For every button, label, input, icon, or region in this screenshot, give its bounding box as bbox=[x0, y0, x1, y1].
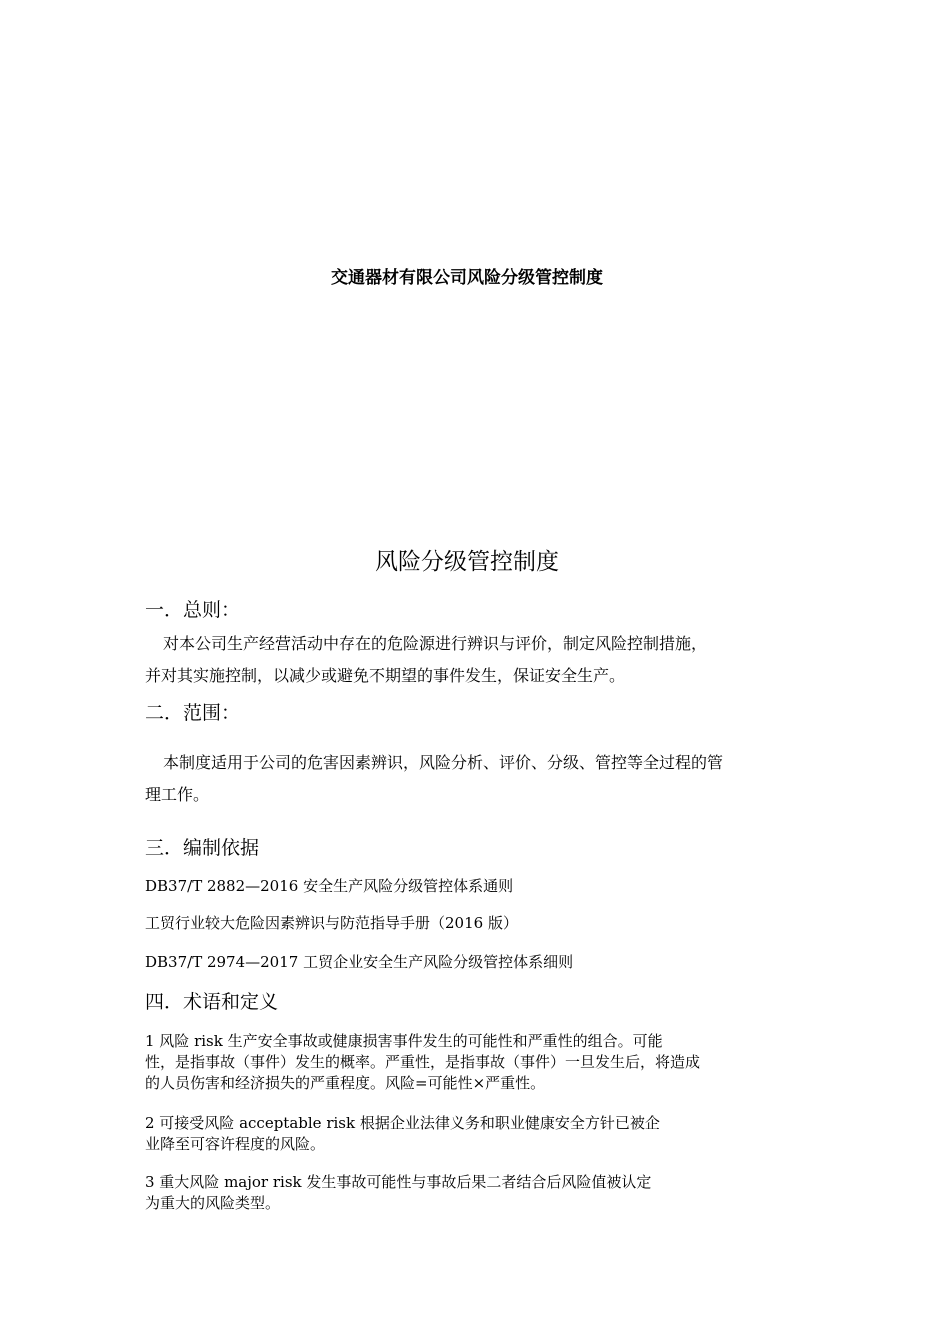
reference-item: DB37/T 2974—2017 工贸企业安全生产风险分级管控体系细则 bbox=[145, 953, 574, 971]
reference-item: DB37/T 2882—2016 安全生产风险分级管控体系通则 bbox=[145, 877, 514, 895]
term-line: 3 重大风险 major risk 发生事故可能性与事故后果二者结合后风险值被认定 bbox=[145, 1173, 652, 1191]
section-heading-terms: 四．术语和定义 bbox=[145, 991, 279, 1013]
section-body-general bbox=[145, 628, 707, 692]
paragraph-line: 理工作。 bbox=[145, 785, 210, 804]
term-definition bbox=[145, 1031, 700, 1094]
term-definition bbox=[145, 1113, 660, 1155]
cover-title: 交通器材有限公司风险分级管控制度 bbox=[331, 268, 603, 288]
term-line: 性，是指事故（事件）发生的概率。严重性，是指事故（事件）一旦发生后，将造成 bbox=[145, 1053, 701, 1071]
term-line: 业降至可容许程度的风险。 bbox=[145, 1135, 326, 1153]
paragraph-line: 本制度适用于公司的危害因素辨识，风险分析、评价、分级、管控等全过程的管 bbox=[163, 753, 724, 772]
reference-item: 工贸行业较大危险因素辨识与防范指导手册（2016 版） bbox=[145, 914, 518, 932]
term-line: 2 可接受风险 acceptable risk 根据企业法律义务和职业健康安全方针已被企 bbox=[145, 1114, 660, 1132]
paragraph-line: 并对其实施控制，以减少或避免不期望的事件发生，保证安全生产。 bbox=[145, 666, 626, 685]
paragraph-line: 对本公司生产经营活动中存在的危险源进行辨识与评价，制定风险控制措施， bbox=[163, 634, 708, 653]
section-heading-scope: 二．范围： bbox=[145, 702, 241, 724]
section-body-scope bbox=[145, 747, 723, 811]
section-heading-general: 一．总则： bbox=[145, 599, 241, 621]
term-line: 的人员伤害和经济损失的严重程度。风险=可能性×严重性。 bbox=[145, 1074, 546, 1092]
term-line: 1 风险 risk 生产安全事故或健康损害事件发生的可能性和严重性的组合。可能 bbox=[145, 1032, 663, 1050]
section-heading-basis: 三．编制依据 bbox=[145, 837, 260, 859]
term-definition bbox=[145, 1172, 651, 1214]
document-title: 风险分级管控制度 bbox=[375, 549, 559, 575]
term-line: 为重大的风险类型。 bbox=[145, 1194, 281, 1212]
